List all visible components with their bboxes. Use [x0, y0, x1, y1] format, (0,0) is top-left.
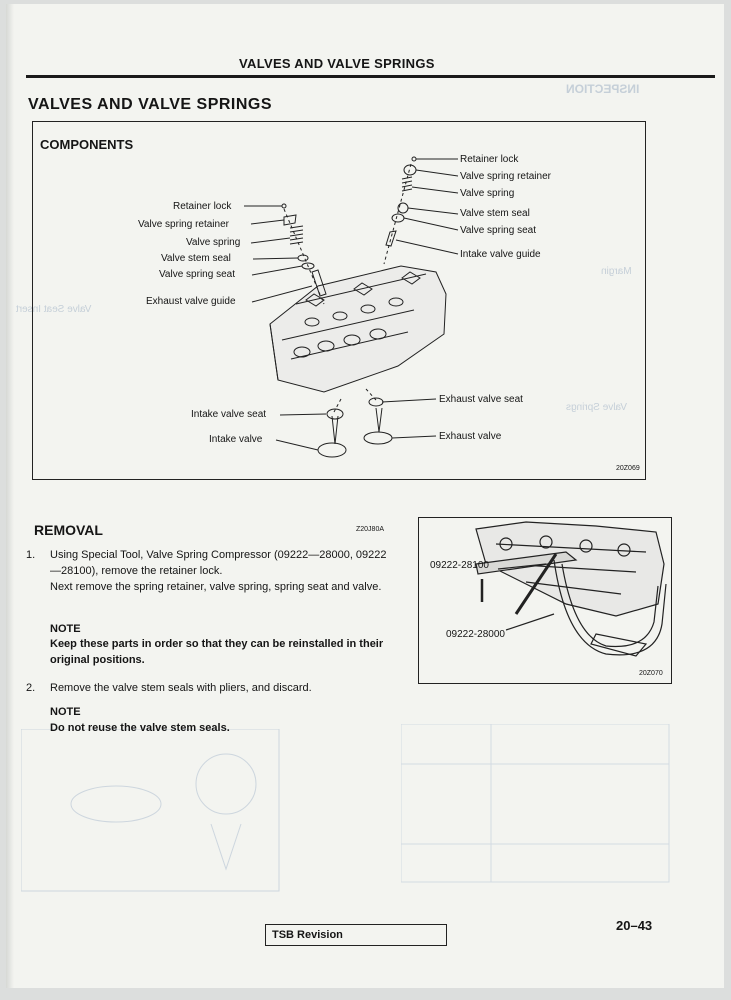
- note-2-title: NOTE: [50, 706, 81, 718]
- step-1-text: Using Special Tool, Valve Spring Compressor (09222—28000, 09222—28100), remove the retainer lock.: [50, 549, 387, 577]
- bleed-through-text: Valve Seat Insert: [16, 304, 92, 315]
- tsb-revision-box: [265, 924, 447, 946]
- valve-spring-compressor-drawing: [6, 4, 724, 704]
- label-retainer-lock-right: Retainer lock: [460, 154, 519, 165]
- label-valve-stem-seal-right: Valve stem seal: [460, 208, 530, 219]
- bleed-through-text: Valve Springs: [566, 402, 627, 413]
- page-header: VALVES AND VALVE SPRINGS: [239, 56, 435, 71]
- tool-part-09222-28100: 09222-28100: [430, 560, 489, 571]
- bleed-through-table: [401, 724, 671, 884]
- components-title: COMPONENTS: [40, 137, 134, 152]
- label-valve-spring-seat-left: Valve spring seat: [159, 269, 235, 280]
- tool-part-09222-28000: 09222-28000: [446, 629, 505, 640]
- step-2-text: Remove the valve stem seals with pliers, and discard.: [50, 682, 312, 694]
- label-exhaust-valve: Exhaust valve: [439, 431, 502, 442]
- label-exhaust-valve-guide: Exhaust valve guide: [146, 296, 236, 307]
- figure-code: 20Z069: [616, 465, 640, 472]
- removal-title: REMOVAL: [34, 522, 103, 538]
- section-title: VALVES AND VALVE SPRINGS: [28, 96, 273, 113]
- step-2-number: 2.: [26, 682, 36, 694]
- label-intake-valve-seat: Intake valve seat: [191, 409, 267, 420]
- label-valve-spring-left: Valve spring: [186, 237, 241, 248]
- bleed-through-text: INSPECTION: [566, 82, 640, 96]
- manual-page: [6, 4, 724, 988]
- label-valve-spring-retainer-right: Valve spring retainer: [460, 171, 551, 182]
- page-number: 20–43: [616, 918, 653, 933]
- bleed-through-figure: [21, 729, 281, 894]
- step-1-next: Next remove the spring retainer, valve spring, spring seat and valve.: [50, 581, 382, 593]
- label-valve-stem-seal-left: Valve stem seal: [161, 253, 231, 264]
- note-1-title: NOTE: [50, 623, 81, 635]
- removal-code: Z20J80A: [356, 526, 385, 533]
- label-exhaust-valve-seat: Exhaust valve seat: [439, 394, 523, 405]
- tsb-revision-label: TSB Revision: [272, 929, 343, 941]
- label-valve-spring-right: Valve spring: [460, 188, 515, 199]
- note-2-text: Do not reuse the valve stem seals.: [50, 722, 230, 734]
- label-retainer-lock-left: Retainer lock: [173, 201, 232, 212]
- label-intake-valve-guide: Intake valve guide: [460, 249, 541, 260]
- label-valve-spring-seat-right: Valve spring seat: [460, 225, 536, 236]
- step-1-number: 1.: [26, 549, 36, 561]
- bleed-through-text: Margin: [601, 266, 632, 277]
- label-intake-valve: Intake valve: [209, 434, 263, 445]
- tool-figure-code: 20Z070: [639, 670, 663, 677]
- label-valve-spring-retainer-left: Valve spring retainer: [138, 219, 229, 230]
- note-1-text: Keep these parts in order so that they can be reinstalled in their original positions.: [50, 638, 384, 666]
